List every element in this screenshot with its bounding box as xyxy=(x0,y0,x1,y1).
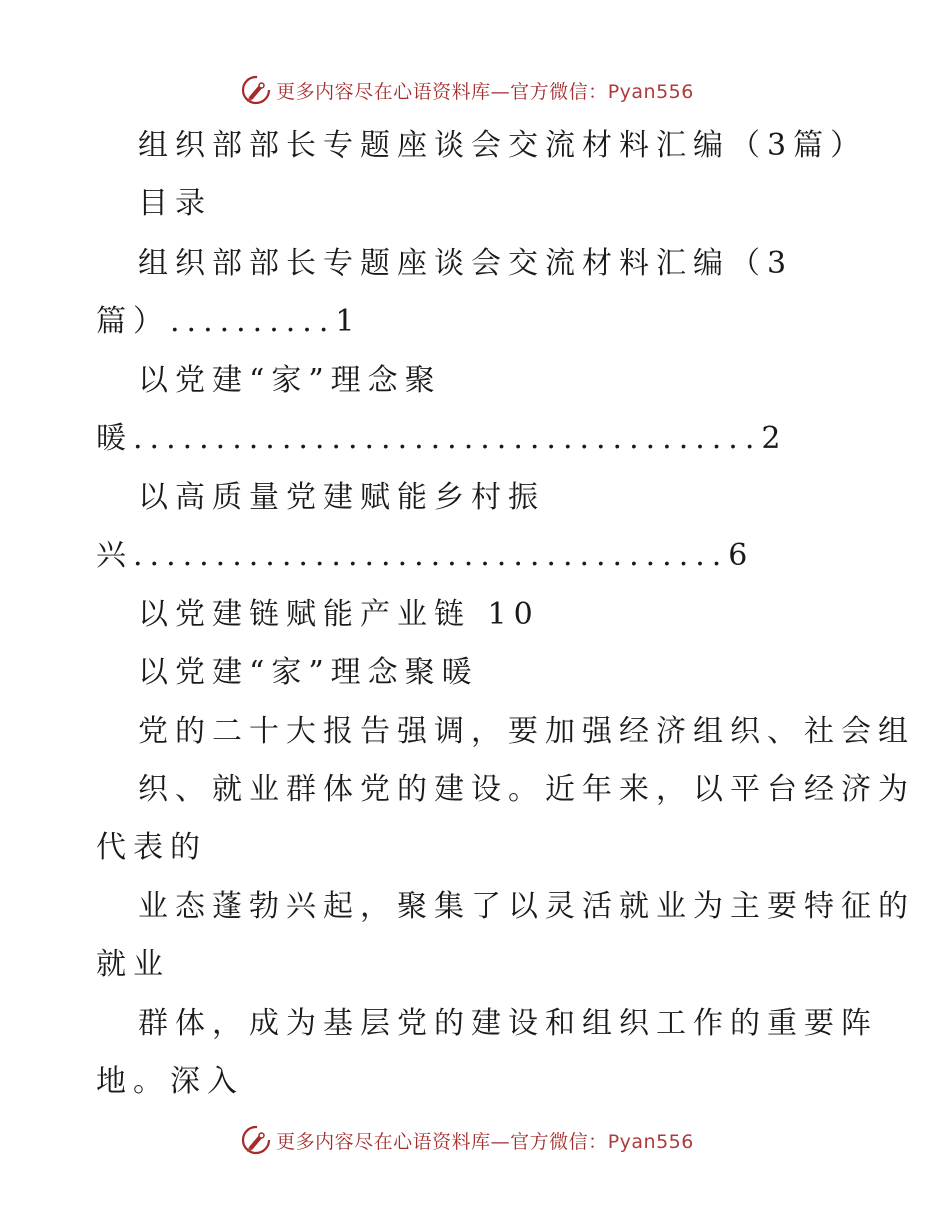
body-line-5: 就业 xyxy=(96,947,170,982)
banner-wechat-label: 官方微信： xyxy=(510,80,608,103)
banner-text xyxy=(276,1127,694,1154)
toc-entry-1-line1: 组织部部长专题座谈会交流材料汇编（3 xyxy=(138,246,794,281)
body-line-4: 业态蓬勃兴起，聚集了以灵活就业为主要特征的 xyxy=(138,889,915,924)
body-line-1: 党的二十大报告强调，要加强经济组织、社会组 xyxy=(138,714,915,749)
banner-separator: — xyxy=(490,80,511,103)
banner-site-name: 更多内容尽在心语资料库 xyxy=(276,1130,491,1153)
section-title: 以党建“家”理念聚暖 xyxy=(138,655,479,690)
toc-entry-1-line2: 篇）..........1 xyxy=(96,304,362,339)
banner-text xyxy=(276,77,694,104)
banner-wechat-id: Pyan556 xyxy=(607,80,694,103)
document-title: 组织部部长专题座谈会交流材料汇编（3篇） xyxy=(138,128,868,163)
toc-heading: 目录 xyxy=(138,186,212,221)
body-line-7: 地。深入 xyxy=(96,1064,244,1099)
toc-entry-2-line2: 暖......................................2 xyxy=(96,421,788,456)
body-line-3: 代表的 xyxy=(96,830,207,865)
banner-wechat-id: Pyan556 xyxy=(607,1130,694,1153)
banner-wechat-label: 官方微信： xyxy=(510,1130,608,1153)
body-line-2: 织、就业群体党的建设。近年来，以平台经济为 xyxy=(138,772,915,807)
toc-entry-2-line1: 以党建“家”理念聚 xyxy=(138,363,442,398)
footer-banner xyxy=(0,1120,950,1160)
pen-emblem-icon xyxy=(240,1124,272,1156)
toc-entry-4: 以党建链赋能产业链 10 xyxy=(138,597,540,632)
pen-emblem-icon xyxy=(240,74,272,106)
header-banner xyxy=(0,70,950,110)
toc-entry-3-line2: 兴....................................6 xyxy=(96,538,755,573)
toc-entry-3-line1: 以高质量党建赋能乡村振 xyxy=(138,480,545,515)
body-line-6: 群体，成为基层党的建设和组织工作的重要阵 xyxy=(138,1006,878,1041)
banner-separator: — xyxy=(490,1130,511,1153)
banner-site-name: 更多内容尽在心语资料库 xyxy=(276,80,491,103)
